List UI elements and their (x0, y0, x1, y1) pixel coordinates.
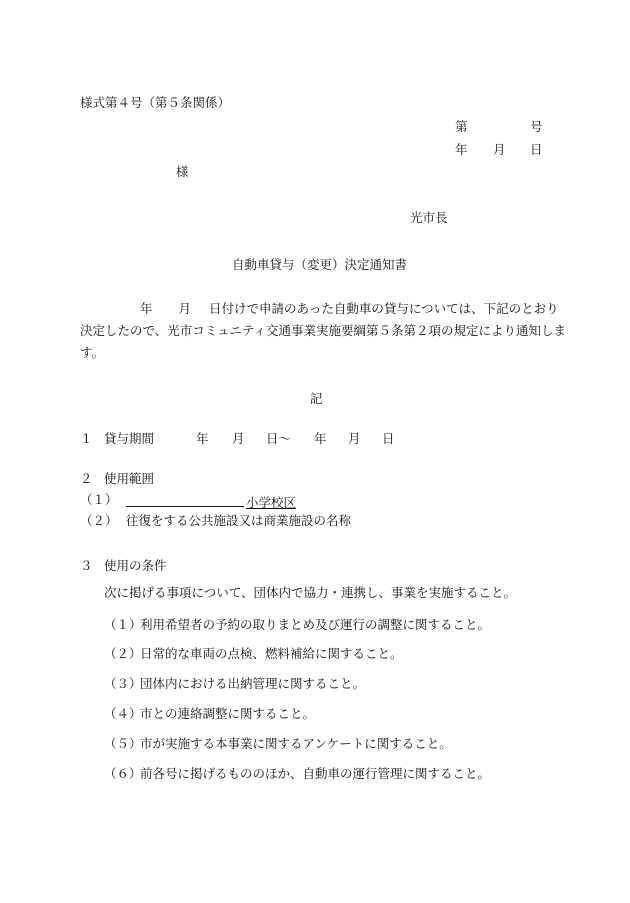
period-from-day: 日～ (266, 431, 292, 446)
section2-label: 使用範囲 (104, 471, 155, 486)
section1-label: 貸与期間 (104, 431, 155, 446)
section2-item-2-text: 往復をする公共施設又は商業施設の名称 (126, 513, 352, 528)
period-to-year: 年 (314, 431, 327, 446)
section1-number: １ (80, 431, 93, 446)
section2-item-2-number: （２） (80, 513, 118, 528)
condition-3-number: （３） (104, 676, 142, 691)
body-line-1 (80, 298, 559, 320)
condition-6-text: 前各号に掲げるもののほか、自動車の運行管理に関すること。 (140, 766, 491, 781)
condition-1-number: （１） (104, 617, 142, 632)
period-from-month: 月 (232, 431, 245, 446)
section3-number: ３ (80, 558, 93, 573)
condition-2-number: （２） (104, 646, 142, 661)
section3-intro: 次に掲げる事項について、団体内で協力・連携し、事業を実施すること。 (104, 585, 517, 600)
section2-number: ２ (80, 471, 93, 486)
condition-4-text: 市との連絡調整に関すること。 (140, 706, 316, 721)
section2-item-1 (126, 494, 296, 510)
period-to-month: 月 (348, 431, 361, 446)
condition-5-text: 市が実施する本事業に関するアンケートに関すること。 (140, 736, 452, 751)
school-district-blank (126, 494, 244, 507)
body-month: 月 (178, 301, 192, 316)
condition-2-text: 日常的な車両の点検、燃料補給に関すること。 (140, 646, 403, 661)
period-to-day: 日 (382, 431, 395, 446)
body-year: 年 (140, 301, 153, 316)
condition-3-text: 団体内における出納管理に関すること。 (140, 676, 366, 691)
section2-item-1-text: 小学校区 (246, 495, 297, 510)
date-month-label: 月 (493, 142, 506, 157)
body-line-3: す。 (80, 345, 105, 360)
body-line-2: 決定したので、光市コミュニティ交通事業実施要綱第５条第２項の規定により通知しま (80, 323, 567, 338)
issuer: 光市長 (410, 210, 448, 225)
form-label: 様式第４号（第５条関係） (80, 95, 231, 110)
condition-5-number: （５） (104, 736, 142, 751)
date-day-label: 日 (530, 142, 543, 157)
section2-item-1-number: （１） (80, 492, 118, 507)
doc-number-suffix: 号 (530, 119, 543, 134)
condition-1-text: 利用希望者の予約の取りまとめ及び運行の調整に関すること。 (140, 617, 491, 632)
doc-number-prefix: 第 (455, 119, 468, 134)
ki-mark: 記 (310, 391, 323, 406)
document-title: 自動車貸与（変更）決定通知書 (232, 257, 408, 272)
period-from-year: 年 (196, 431, 209, 446)
section3-label: 使用の条件 (104, 558, 167, 573)
body-paragraph (80, 298, 567, 364)
condition-4-number: （４） (104, 706, 142, 721)
addressee-suffix: 様 (176, 164, 189, 179)
body-line-1-rest: 日付けで申請のあった自動車の貸与については、下記のとおり (209, 301, 559, 316)
date-year-label: 年 (455, 142, 468, 157)
condition-6-number: （６） (104, 766, 142, 781)
